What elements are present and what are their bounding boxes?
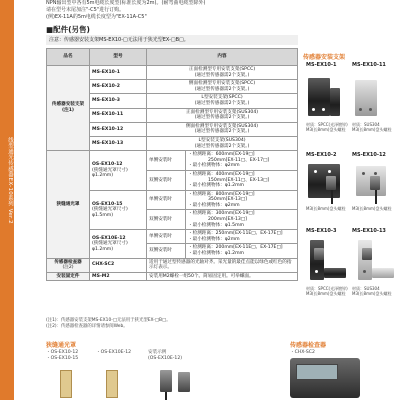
bracket-desc (147, 66, 298, 80)
slit-spec (186, 151, 298, 171)
bracket-desc-note: (通过型传感器需2个支架。) (194, 129, 250, 135)
caption-line: 材质：SPCC(光泽镀锌) (306, 286, 348, 291)
slit-spec-line: 250mm[EX-11□、EX-17□] (208, 157, 270, 163)
slit-image (60, 370, 72, 398)
slit-model-list (96, 350, 144, 356)
sensor-image (362, 248, 372, 260)
footnotes (46, 318, 298, 330)
fixer-model: MS-M2 (90, 272, 147, 281)
bracket-desc-line: L型安装支架(SPCC) (201, 95, 243, 101)
header-model: 型号 (90, 49, 147, 66)
sensor-cable (331, 190, 333, 204)
slit-model-note: (狭缝通光罩尺寸) (92, 167, 128, 173)
bracket-hole (315, 270, 318, 273)
bracket-hole (359, 108, 362, 111)
bracket-desc-line: L型安装支架(SUS304) (198, 137, 246, 143)
bracket-hole (374, 172, 377, 175)
slit-example-note: (OS-EX10E-12) (148, 356, 183, 361)
bracket-label: MS-EX10-11 (352, 62, 386, 68)
slit-spec-line: 200mm[EX-13□] (208, 217, 247, 223)
slit-model-size: φ1.2mm) (92, 173, 114, 179)
bracket-desc-note: (通过型传感器需2个支架。) (194, 143, 250, 149)
slit-spec-line: ・最小检测物体：φ1.2mm (188, 183, 245, 189)
bracket-hole (322, 108, 325, 111)
slit-spec-line: 350mm[EX-13□] (208, 197, 247, 203)
bracket-desc-note: (通过型传感器需2个支架。) (194, 86, 250, 92)
sensor-cable (165, 392, 167, 400)
slit-kind: 单侧安装时 (147, 230, 186, 244)
bracket-model: MS-EX10-12 (90, 122, 147, 136)
caption-line: M3(长8mm)盘头螺栓 (352, 127, 392, 132)
slit-kind: 双侧安装时 (147, 244, 186, 258)
intro-line-2: 请在型号末尾加注"-C5"进行订购。 (46, 7, 125, 13)
slit-spec-line: ・最小检测物体：φ2mm (188, 236, 240, 242)
checker-screen (296, 364, 338, 380)
slit-model-item: ・OS-EX10-15 (46, 356, 79, 361)
slit-spec-line: ・检测距离：300mm[EX-19□] (188, 211, 255, 217)
bracket-model: MS-EX10-11 (90, 108, 147, 122)
sensor-image (326, 176, 336, 190)
slit-spec-line: ・最小检测物体：φ1.2mm (188, 251, 245, 257)
bracket-hole (369, 108, 372, 111)
slit-spec-line: ・检测距离：400mm[EX-19□] (188, 171, 255, 177)
intro-text (46, 0, 306, 21)
right-title: 传感器安装支架 (303, 54, 346, 61)
intro-line-1: NPN输出型中各有5m电缆长度型(标准长度为2m)。(耐弯曲电缆型除外) (46, 0, 206, 6)
checker-image (290, 358, 360, 398)
slit-model (90, 190, 147, 230)
slit-kind: 双侧安装时 (147, 210, 186, 230)
bracket-desc-line: 正面检测型专用安装支架(SUS304) (185, 109, 259, 115)
bracket-caption (352, 122, 396, 132)
table-row (47, 151, 298, 171)
caption-line: M3(长8mm)盘头螺栓 (306, 206, 346, 211)
bracket-image (310, 240, 324, 280)
slit-example (148, 350, 208, 362)
caption-line: M3(长8mm)盘头螺栓 (352, 291, 392, 296)
slit-model-note: (狭缝通光罩尺寸) (92, 207, 128, 213)
slit-model-size: φ1.2mm) (92, 246, 114, 252)
bracket-image (372, 268, 394, 278)
slit-model-item: ・OS-EX10-12 (46, 350, 79, 355)
slit-model (90, 230, 147, 258)
bracket-image (324, 268, 346, 278)
bracket-image (308, 78, 330, 116)
bracket-label: MS-EX10-2 (306, 152, 337, 158)
caption-line: M3(长8mm)盘头螺栓 (352, 206, 392, 211)
group-slit-name: 狭缝通光罩 (47, 151, 90, 259)
slit-spec-line: ・检测距离：200mm[EX-11E□、EX-17E□] (188, 245, 283, 251)
slit-spec (186, 244, 298, 258)
checker-name-text: 传感器检查器 (54, 259, 82, 265)
bracket-caption (306, 122, 350, 132)
sensor-cable (375, 190, 377, 204)
checker-name (47, 258, 90, 272)
slit-model (90, 151, 147, 191)
slit-spec (186, 210, 298, 230)
slit-model-item: ・OS-EX10E-12 (96, 350, 132, 355)
slit-spec-line: ・检测距离：800mm[EX-19□] (188, 191, 255, 197)
bracket-model: MS-EX10-1 (90, 66, 147, 80)
checker-model-label: ・CHX-SC2 (290, 350, 315, 355)
bracket-hole (362, 172, 365, 175)
sidebar-vertical-text: 线型通光传感器EX-10系列 Ver.2 (7, 136, 13, 224)
bracket-hole (312, 108, 315, 111)
bracket-hole (363, 270, 366, 273)
slit-spec-line: ・最小检测物体：φ1.5mm (188, 222, 245, 228)
bracket-desc-line: 侧面检测型专用安装支架(SPCC) (188, 81, 256, 87)
table-header-row (47, 49, 298, 66)
bracket-desc (147, 122, 298, 136)
caption-line: M3(长8mm)盘头螺栓 (306, 127, 346, 132)
slit-model-code: OS-EX10-15 (92, 201, 123, 207)
caption-line: 材质：SPCC(光泽镀锌) (306, 122, 348, 127)
slit-spec (186, 230, 298, 244)
bracket-desc-note: (通过型传感器需2个支架。) (194, 115, 250, 121)
bracket-desc (147, 80, 298, 94)
bracket-hole (314, 170, 317, 173)
checker-name-note: (注2) (62, 265, 74, 271)
sensor-image (370, 176, 380, 190)
bracket-model: MS-EX10-13 (90, 136, 147, 150)
slit-spec-line: ・检测距离：250mm[EX-11E□、EX-17E□] (188, 231, 283, 237)
bracket-desc (147, 94, 298, 108)
section-title: ■配件(另售) (46, 25, 90, 34)
slit-kind: 双侧安装时 (147, 170, 186, 190)
slit-spec (186, 190, 298, 210)
checker-section-title: 传感器检查器 (290, 342, 327, 349)
intro-line-3: (例)EX-11A的5m电缆长度型为"EX-11A-C5" (46, 14, 147, 20)
slit-section-title: 狭缝通光罩 (46, 342, 77, 349)
slit-model-list (46, 350, 94, 362)
slit-image (106, 370, 118, 398)
bracket-desc (147, 108, 298, 122)
slit-spec (186, 170, 298, 190)
bracket-hole (328, 170, 331, 173)
bracket-model: MS-EX10-2 (90, 80, 147, 94)
bracket-model: MS-EX10-3 (90, 94, 147, 108)
slit-spec-line: ・最小检测物体：φ2mm (188, 202, 240, 208)
header-name: 品名 (47, 49, 90, 66)
bracket-desc-note: (通过型传感器需2个支架。) (194, 100, 250, 106)
caption-line: 材质：SUS304 (352, 122, 380, 127)
bracket-label: MS-EX10-3 (306, 228, 337, 234)
bracket-image (355, 80, 377, 116)
sensor-image (178, 372, 190, 392)
bracket-caption (306, 286, 350, 296)
slit-model-code: OS-EX10-12 (92, 162, 123, 168)
caption-line: 材质：SUS304 (352, 286, 380, 291)
accessory-table (46, 48, 298, 281)
footnote: (注2)：传感器检查器的详情请参阅Web。 (46, 324, 128, 329)
slit-kind: 单侧安装时 (147, 190, 186, 210)
bracket-desc-line: 正面检测型专用安装支架(SPCC) (188, 67, 256, 72)
slit-model-code: OS-EX10E-12 (92, 235, 126, 241)
checker-model: CHX-SC2 (90, 258, 147, 272)
fixer-name: 安装固定件 (47, 272, 90, 281)
caption-line: M3(长8mm)盘头螺栓 (306, 291, 346, 296)
slit-model-size: φ1.5mm) (92, 212, 114, 218)
sidebar-tab (0, 0, 14, 400)
bracket-label: MS-EX10-13 (352, 228, 386, 234)
bracket-desc-note: (通过型传感器需2个支架。) (194, 72, 250, 78)
header-content: 内容 (147, 49, 298, 66)
bracket-image (330, 88, 340, 116)
bracket-desc-line: 侧面检测型专用安装支架(SUS304) (185, 123, 259, 129)
bracket-caption (352, 286, 396, 296)
bracket-caption (352, 206, 396, 211)
table-row (47, 258, 298, 272)
bracket-label: MS-EX10-1 (306, 62, 337, 68)
group-bracket-name: 传感器安装支架(注1) (47, 66, 90, 151)
table-row (47, 66, 298, 80)
fixer-desc: 安装用M2螺栓一组50个。简易固定用。可举螺面。 (147, 272, 298, 281)
sensor-image (160, 370, 172, 392)
caution-note: 注意：传感器安装支架MS-EX10-□无法用于狭光型EX-□B□。 (46, 35, 298, 45)
bracket-image (358, 240, 372, 280)
footnote: (注1)：传感器安装支架MS-EX10-□无法用于狭光型EX-□B□。 (46, 318, 171, 323)
slit-model-note: (狭缝通光罩尺寸) (92, 241, 128, 247)
bracket-label: MS-EX10-12 (352, 152, 386, 158)
slit-spec-line: 150mm[EX-11□、EX-13□] (208, 177, 270, 183)
table-row (47, 272, 298, 281)
bracket-desc (147, 136, 298, 150)
sensor-image (314, 248, 324, 260)
checker-desc: 适用于通过型传感器的光轴对齐。采光量的最佳点能以绿色或红色的指示灯表示。 (147, 258, 298, 272)
bracket-caption (306, 206, 350, 211)
slit-example-title: 安装示例 (148, 350, 167, 355)
slit-spec-line: ・最小检测物体：φ2mm (188, 163, 240, 169)
slit-kind: 单侧安装时 (147, 151, 186, 171)
slit-spec-line: ・检测距离：600mm[EX-19□] (188, 152, 255, 158)
